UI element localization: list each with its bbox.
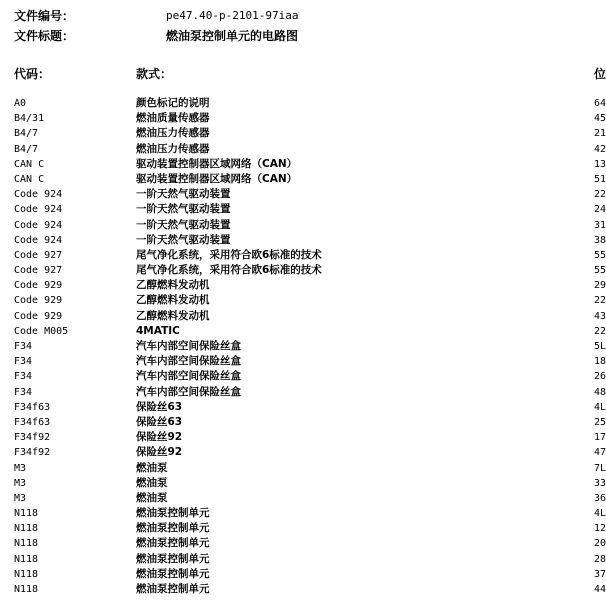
position-cell-clip bbox=[14, 536, 606, 551]
list-item bbox=[14, 218, 606, 233]
component-code: N118 bbox=[14, 553, 39, 565]
component-description: 一阶天然气驱动装置 bbox=[136, 218, 231, 231]
component-description: 驱动装置控制器区域网络（CAN） bbox=[136, 172, 298, 185]
list-item bbox=[14, 400, 606, 415]
position-cell-clip bbox=[14, 430, 606, 445]
component-position: 4L bbox=[594, 508, 606, 520]
list-item bbox=[14, 476, 606, 491]
component-description: 乙醇燃料发动机 bbox=[136, 294, 210, 307]
component-code: Code 929 bbox=[14, 280, 63, 292]
list-item bbox=[14, 521, 606, 536]
doc-title-row bbox=[14, 26, 603, 46]
position-cell-clip bbox=[14, 415, 606, 430]
list-item bbox=[14, 354, 606, 369]
list-item bbox=[14, 187, 606, 202]
list-item bbox=[14, 126, 606, 141]
position-cell-clip bbox=[14, 354, 606, 369]
component-description: 一阶天然气驱动装置 bbox=[136, 203, 231, 216]
component-position: 22 bbox=[594, 189, 606, 201]
list-item bbox=[14, 339, 606, 354]
list-item bbox=[14, 430, 606, 445]
list-item bbox=[14, 157, 606, 172]
list-item bbox=[14, 582, 606, 597]
component-code: Code 927 bbox=[14, 265, 63, 277]
component-code: Code 929 bbox=[14, 295, 63, 307]
position-cell-clip bbox=[14, 96, 606, 111]
component-position: 22 bbox=[594, 295, 606, 307]
component-description: 燃油泵 bbox=[136, 476, 168, 489]
component-code: F34 bbox=[14, 341, 33, 352]
component-code: M3 bbox=[14, 462, 27, 474]
component-description: 一阶天然气驱动装置 bbox=[136, 233, 231, 246]
doc-title-value: 燃油泵控制单元的电路图 bbox=[166, 29, 299, 43]
component-list bbox=[14, 96, 606, 597]
component-description: 燃油泵控制单元 bbox=[136, 552, 210, 565]
component-code: Code 924 bbox=[14, 234, 63, 246]
position-cell-clip bbox=[14, 293, 606, 308]
component-description: 汽车内部空间保险丝盒 bbox=[136, 370, 241, 383]
component-code: F34f63 bbox=[14, 416, 51, 428]
component-code: F34f92 bbox=[14, 432, 51, 444]
component-position: 55 bbox=[594, 265, 606, 277]
component-description: 燃油泵控制单元 bbox=[136, 583, 210, 595]
position-cell-clip bbox=[14, 461, 606, 476]
list-item bbox=[14, 506, 606, 521]
component-description: 燃油压力传感器 bbox=[136, 127, 210, 140]
component-code: A0 bbox=[14, 98, 27, 109]
component-description: 汽车内部空间保险丝盒 bbox=[136, 340, 241, 352]
position-cell-clip bbox=[14, 582, 606, 597]
component-description: 保险丝63 bbox=[136, 400, 183, 413]
position-cell-clip bbox=[14, 278, 606, 293]
component-position: 22 bbox=[594, 325, 606, 337]
position-cell-clip bbox=[14, 385, 606, 400]
component-code: B4/31 bbox=[14, 113, 45, 125]
component-description: 燃油泵控制单元 bbox=[136, 567, 210, 580]
position-cell-clip bbox=[14, 309, 606, 324]
list-item bbox=[14, 491, 606, 506]
component-description: 4MATIC bbox=[136, 324, 180, 337]
list-item bbox=[14, 552, 606, 567]
list-item bbox=[14, 324, 606, 339]
component-code: F34 bbox=[14, 356, 33, 368]
component-description: 保险丝92 bbox=[136, 431, 183, 444]
column-header-position: 位 bbox=[594, 67, 606, 81]
position-cell-clip bbox=[14, 142, 606, 157]
component-position: 44 bbox=[594, 584, 606, 595]
component-description: 颜色标记的说明 bbox=[136, 97, 210, 109]
component-code: Code M005 bbox=[14, 325, 69, 337]
component-code: CAN C bbox=[14, 158, 45, 170]
component-position: 64 bbox=[594, 98, 606, 109]
component-description: 汽车内部空间保险丝盒 bbox=[136, 385, 241, 398]
component-position: 55 bbox=[594, 249, 606, 261]
component-position: 7L bbox=[594, 462, 606, 474]
list-item bbox=[14, 536, 606, 551]
component-position: 36 bbox=[594, 492, 606, 504]
doc-number-row bbox=[14, 6, 603, 26]
component-position: 12 bbox=[594, 523, 606, 535]
position-cell-clip bbox=[14, 324, 606, 339]
list-item bbox=[14, 142, 606, 157]
component-description: 尾气净化系统，采用符合欧6标准的技术 bbox=[136, 248, 322, 261]
list-item bbox=[14, 445, 606, 460]
position-cell-clip bbox=[14, 126, 606, 141]
list-item bbox=[14, 415, 606, 430]
component-code: M3 bbox=[14, 492, 27, 504]
component-position: 51 bbox=[594, 173, 606, 185]
component-code: N118 bbox=[14, 523, 39, 535]
position-cell-clip bbox=[14, 491, 606, 506]
component-position: 20 bbox=[594, 538, 606, 550]
component-code: Code 929 bbox=[14, 310, 63, 322]
component-description: 燃油泵控制单元 bbox=[136, 522, 210, 535]
position-cell-clip bbox=[14, 567, 606, 582]
doc-number-value: pe47.40-p-2101-97iaa bbox=[166, 9, 299, 22]
component-position: 25 bbox=[594, 416, 606, 428]
list-item bbox=[14, 202, 606, 217]
component-description: 燃油泵 bbox=[136, 461, 168, 474]
position-cell-clip bbox=[14, 233, 606, 248]
component-code: F34f92 bbox=[14, 447, 51, 459]
component-code: B4/7 bbox=[14, 128, 39, 140]
component-position: 31 bbox=[594, 219, 606, 231]
position-cell-clip bbox=[14, 187, 606, 202]
list-item bbox=[14, 278, 606, 293]
component-description: 汽车内部空间保险丝盒 bbox=[136, 355, 241, 368]
component-code: N118 bbox=[14, 508, 39, 520]
component-code: Code 924 bbox=[14, 219, 63, 231]
component-position: 18 bbox=[594, 356, 606, 368]
position-cell-clip bbox=[14, 369, 606, 384]
column-header-style: 款式： bbox=[136, 67, 173, 81]
position-cell-clip bbox=[14, 552, 606, 567]
component-position: 5L bbox=[594, 341, 606, 352]
position-cell-clip bbox=[14, 339, 606, 354]
component-description: 燃油泵 bbox=[136, 491, 168, 504]
list-item bbox=[14, 309, 606, 324]
position-cell-clip bbox=[14, 218, 606, 233]
component-position: 45 bbox=[594, 113, 606, 125]
document-header bbox=[14, 6, 603, 46]
position-cell-clip bbox=[14, 111, 606, 126]
component-description: 燃油质量传感器 bbox=[136, 112, 210, 125]
component-code: F34f63 bbox=[14, 401, 51, 413]
component-position: 48 bbox=[594, 386, 606, 398]
component-position: 13 bbox=[594, 158, 606, 170]
component-position: 4L bbox=[594, 401, 606, 413]
doc-number-label: 文件编号： bbox=[14, 9, 75, 23]
list-item bbox=[14, 461, 606, 476]
position-cell-clip bbox=[14, 248, 606, 263]
list-item bbox=[14, 248, 606, 263]
list-item bbox=[14, 233, 606, 248]
position-cell-clip bbox=[14, 400, 606, 415]
component-description: 保险丝92 bbox=[136, 446, 183, 459]
doc-title-label: 文件标题： bbox=[14, 29, 75, 43]
position-cell-clip bbox=[14, 521, 606, 536]
component-position: 29 bbox=[594, 280, 606, 292]
component-code: N118 bbox=[14, 584, 39, 595]
list-item bbox=[14, 96, 606, 111]
component-code: F34 bbox=[14, 386, 33, 398]
component-description: 驱动装置控制器区域网络（CAN） bbox=[136, 157, 298, 170]
component-position: 42 bbox=[594, 143, 606, 155]
list-item bbox=[14, 369, 606, 384]
position-cell-clip bbox=[14, 476, 606, 491]
component-description: 燃油压力传感器 bbox=[136, 142, 210, 155]
component-code: F34 bbox=[14, 371, 33, 383]
component-description: 燃油泵控制单元 bbox=[136, 537, 210, 550]
component-position: 47 bbox=[594, 447, 606, 459]
component-code: Code 924 bbox=[14, 189, 63, 201]
component-code: Code 927 bbox=[14, 249, 63, 261]
component-description: 乙醇燃料发动机 bbox=[136, 279, 210, 292]
component-position: 33 bbox=[594, 477, 606, 489]
component-description: 尾气净化系统，采用符合欧6标准的技术 bbox=[136, 264, 322, 277]
component-position: 17 bbox=[594, 432, 606, 444]
component-code: CAN C bbox=[14, 173, 45, 185]
component-code: N118 bbox=[14, 568, 39, 580]
component-description: 一阶天然气驱动装置 bbox=[136, 188, 231, 201]
component-description: 燃油泵控制单元 bbox=[136, 507, 210, 520]
component-position: 21 bbox=[594, 128, 606, 140]
list-item bbox=[14, 111, 606, 126]
component-code: M3 bbox=[14, 477, 27, 489]
list-item bbox=[14, 263, 606, 278]
position-cell-clip bbox=[14, 157, 606, 172]
position-cell-clip bbox=[14, 263, 606, 278]
component-code: Code 924 bbox=[14, 204, 63, 216]
component-code: B4/7 bbox=[14, 143, 39, 155]
component-code: N118 bbox=[14, 538, 39, 550]
list-item bbox=[14, 172, 606, 187]
list-item bbox=[14, 293, 606, 308]
column-headers bbox=[14, 64, 606, 84]
component-position: 38 bbox=[594, 234, 606, 246]
position-cell-clip bbox=[14, 202, 606, 217]
component-position: 37 bbox=[594, 568, 606, 580]
component-description: 保险丝63 bbox=[136, 415, 183, 428]
list-item bbox=[14, 567, 606, 582]
component-position: 26 bbox=[594, 371, 606, 383]
component-position: 24 bbox=[594, 204, 606, 216]
list-item bbox=[14, 385, 606, 400]
position-cell-clip bbox=[14, 445, 606, 460]
column-header-code: 代码： bbox=[14, 67, 51, 81]
component-position: 43 bbox=[594, 310, 606, 322]
position-cell-clip bbox=[14, 506, 606, 521]
position-cell-clip bbox=[14, 172, 606, 187]
component-position: 28 bbox=[594, 553, 606, 565]
component-description: 乙醇燃料发动机 bbox=[136, 309, 210, 322]
